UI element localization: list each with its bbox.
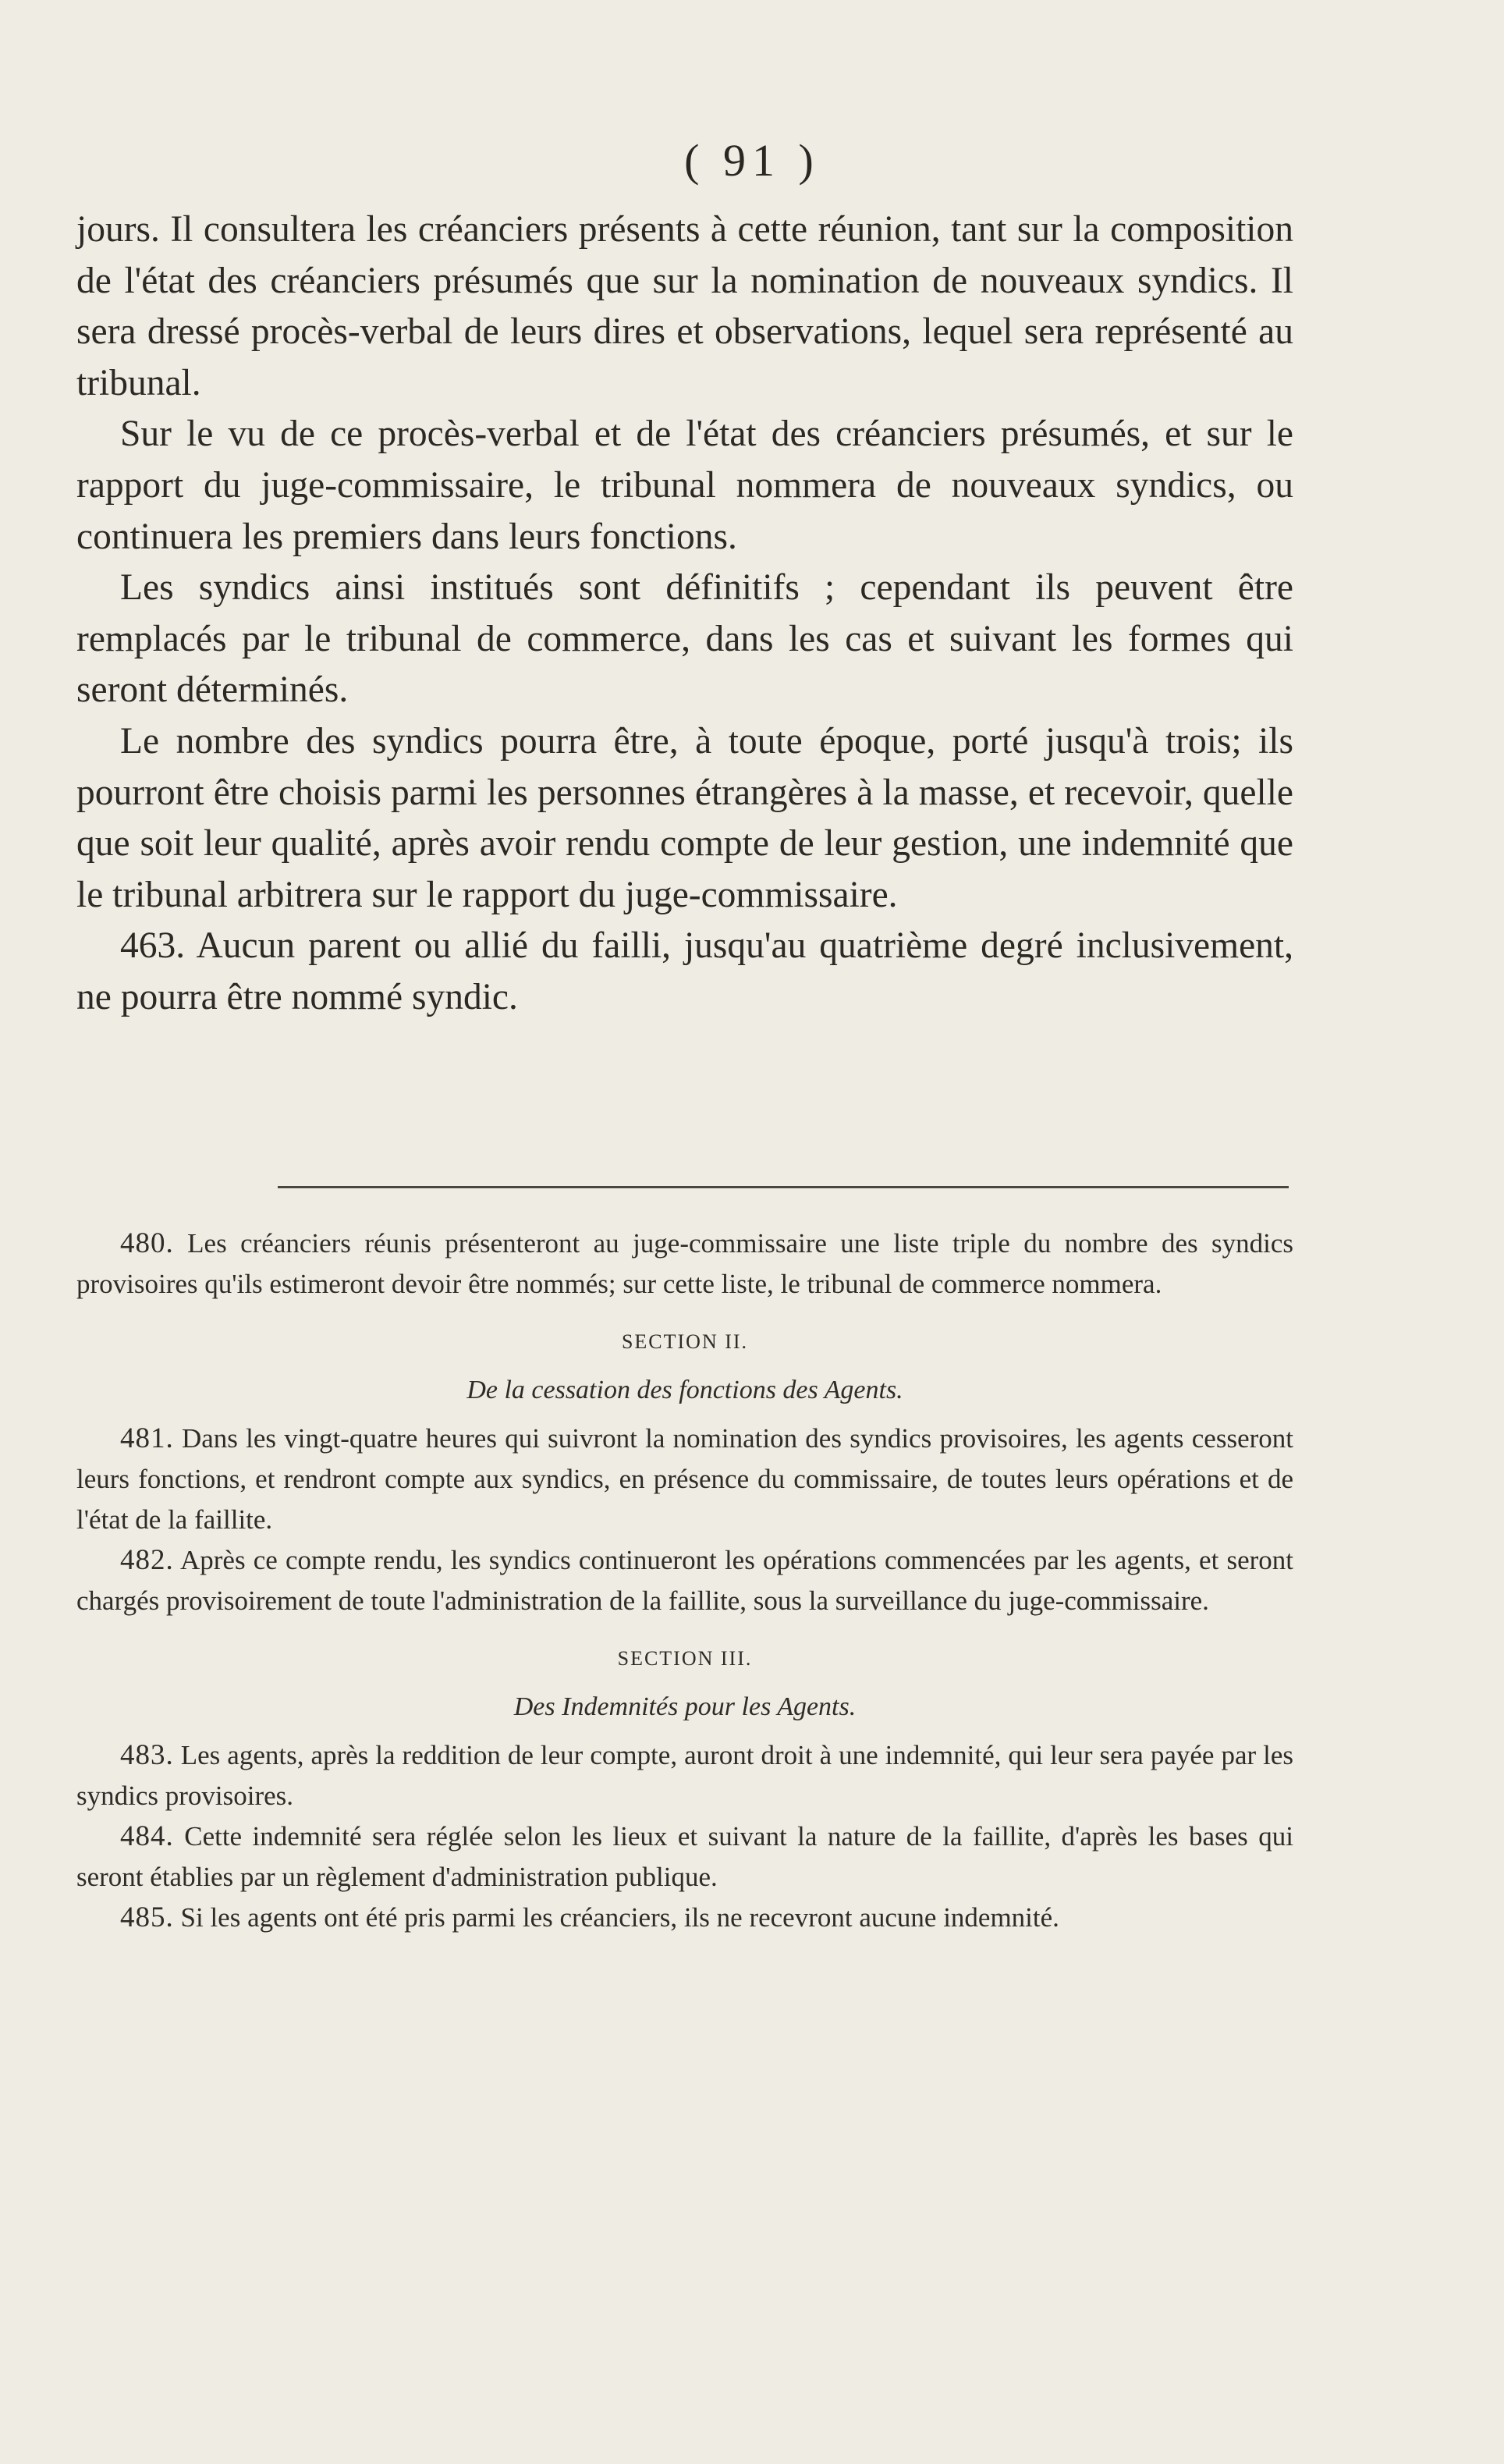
article-number: 481. [120,1422,174,1454]
article-number: 480. [120,1227,174,1259]
article-text: Cette indemnité sera réglée selon les lieux et suivant la nature de la faillite, d'après les bases qui seront établies par un règlement d'administration publique. [76,1821,1293,1892]
article-number: 483. [120,1739,174,1771]
article-number: 463. [120,925,186,967]
article-text: Après ce compte rendu, les syndics continueront les opérations commencées par les agents, et seront chargés provisoirement de toute l'administration de la faillite, sous la surveillance du juge-commissaire. [76,1545,1293,1616]
paragraph: Sur le vu de ce procès-verbal et de l'état des créanciers présumés, et sur le rapport du juge-commissaire, le tribunal nommera de nouveaux syndics, ou continuera les premiers dans leurs fonctions. [76,414,1293,557]
page-number: ( 91 ) [684,135,820,186]
section-title: Des Indemnités pour les Agents. [513,1692,857,1721]
paragraph: Le nombre des syndics pourra être, à toute époque, porté jusqu'à trois; ils pourront être choisis parmi les personnes étrangères à la masse, et recevoir, quelle que soit leur qualité, après avoir rendu compte de leur gestion, une indemnité que le tribunal arbitrera sur le rapport du juge-commissaire. [76,720,1293,915]
article-number: 485. [120,1901,174,1933]
article-483 [76,1735,1293,1816]
article-480 [76,1223,1293,1305]
article-481 [76,1418,1293,1540]
section-label: SECTION II. [621,1330,749,1353]
article-text: Les créanciers réunis présenteront au juge-commissaire une liste triple du nombre des syndics provisoires qu'ils estimeront devoir être nommés; sur cette liste, le tribunal de commerce nommera. [76,1228,1293,1299]
section-title: De la cessation des fonctions des Agents. [466,1376,903,1404]
article-485 [76,1898,1293,1938]
paragraph: Les syndics ainsi institués sont définitifs ; cependant ils peuvent être remplacés par le tribunal de commerce, dans les cas et suivant les formes qui seront déterminés. [76,567,1293,711]
main-text-block [76,204,1293,1024]
separator-rule [278,1186,1289,1188]
article-text: Les agents, après la reddition de leur compte, auront droit à une indemnité, qui leur sera payée par les syndics provisoires. [76,1740,1294,1811]
section-label: SECTION III. [617,1647,753,1670]
footnotes-block [76,1223,1293,1938]
article-text: Si les agents ont été pris parmi les créanciers, ils ne recevront aucune indemnité. [180,1902,1059,1933]
article-484 [76,1816,1293,1898]
paragraph: jours. Il consultera les créanciers présents à cette réunion, tant sur la composition de l'état des créanciers présumés que sur la nomination de nouveaux syndics. Il sera dressé procès-verbal de leurs dires et observations, lequel sera représenté au tribunal. [76,209,1293,403]
article-463 [76,921,1293,1023]
article-text: Aucun parent ou allié du failli, jusqu'au quatrième degré inclusivement, ne pourra être nommé syndic. [76,925,1293,1017]
article-number: 484. [120,1820,174,1852]
article-number: 482. [120,1544,174,1576]
article-482 [76,1540,1293,1621]
article-text: Dans les vingt-quatre heures qui suivront la nomination des syndics provisoires, les agents cesseront leurs fonctions, et rendront compte aux syndics, en présence du commissaire, de toutes leurs opérations et de l'état de la faillite. [76,1423,1293,1535]
